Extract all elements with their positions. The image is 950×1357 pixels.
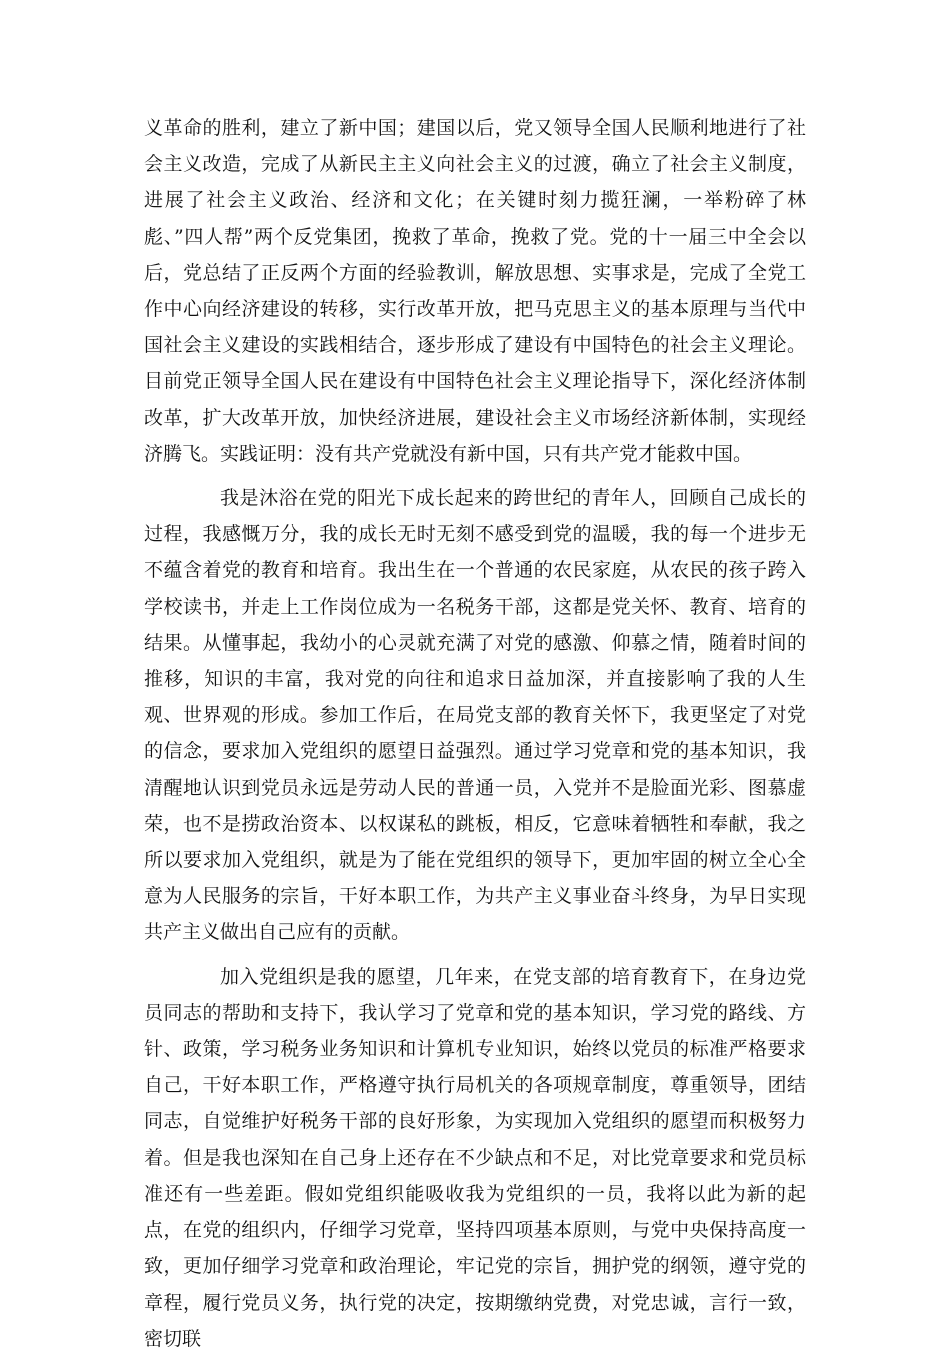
document-page <box>144 110 806 1357</box>
paragraph-2: 我是沐浴在党的阳光下成长起来的跨世纪的青年人，回顾自己成长的过程，我感慨万分，我的成长无时无刻不感受到党的温暖，我的每一个进步无不蕴含着党的教育和培育。我出生在一个普通的农民家庭，从农民的孩子跨入学校读书，并走上工作岗位成为一名税务干部，这都是党关怀、教育、培育的结果。从懂事起，我幼小的心灵就充满了对党的感激、仰慕之情，随着时间的推移，知识的丰富，我对党的向往和追求日益加深，并直接影响了我的人生观、世界观的形成。参加工作后，在局党支部的教育关怀下，我更坚定了对党的信念，要求加入党组织的愿望日益强烈。通过学习党章和党的基本知识，我清醒地认识到党员永远是劳动人民的普通一员，入党并不是脸面光彩、图慕虚荣，也不是捞政治资本、以权谋私的跳板，相反，它意味着牺牲和奉献，我之所以要求加入党组织，就是为了能在党组织的领导下，更加牢固的树立全心全意为人民服务的宗旨，干好本职工作，为共产主义事业奋斗终身，为早日实现共产主义做出自己应有的贡献。 <box>144 487 806 944</box>
paragraph-3: 加入党组织是我的愿望，几年来，在党支部的培育教育下，在身边党员同志的帮助和支持下，我认学习了党章和党的基本知识，学习党的路线、方针、政策，学习税务业务知识和计算机专业知识，始终以党员的标准严格要求自己，干好本职工作，严格遵守执行局机关的各项规章制度，尊重领导，团结同志，自觉维护好税务干部的良好形象，为实现加入党组织的愿望而积极努力着。但是我也深知在自己身上还存在不少缺点和不足，对比党章要求和党员标准还有一些差距。假如党组织能吸收我为党组织的一员，我将以此为新的起点，在党的组织内，仔细学习党章，坚持四项基本原则，与党中央保持高度一致，更加仔细学习党章和政治理论，牢记党的宗旨，拥护党的纲领，遵守党的章程，履行党员义务，执行党的决定，按期缴纳党费，对党忠诚，言行一致，密切联 <box>144 965 806 1350</box>
paragraph-1: 义革命的胜利，建立了新中国；建国以后，党又领导全国人民顺利地进行了社会主义改造，完成了从新民主主义向社会主义的过渡，确立了社会主义制度，进展了社会主义政治、经济和文化；在关键时刻力揽狂澜，一举粉碎了林彪、”四人帮”两个反党集团，挽救了革命，挽救了党。党的十一届三中全会以后，党总结了正反两个方面的经验教训，解放思想、实事求是，完成了全党工作中心向经济建设的转移，实行改革开放，把马克思主义的基本原理与当代中国社会主义建设的实践相结合，逐步形成了建设有中国特色的社会主义理论。目前党正领导全国人民在建设有中国特色社会主义理论指导下，深化经济体制改革，扩大改革开放，加快经济进展，建设社会主义市场经济新体制，实现经济腾飞。实践证明：没有共产党就没有新中国，只有共产党才能救中国。 <box>144 117 806 465</box>
